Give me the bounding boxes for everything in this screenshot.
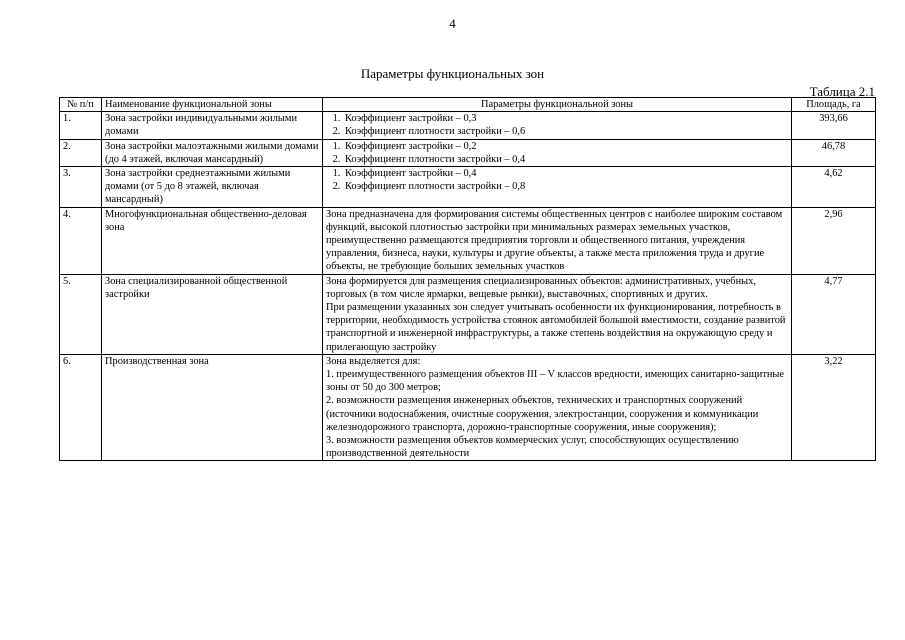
header-area: Площадь, га: [792, 98, 876, 112]
param-item: 1. Коэффициент застройки – 0,2: [343, 140, 788, 153]
param-item: 2. Коэффициент плотности застройки – 0,6: [343, 125, 788, 138]
param-text: 3. возможности размещения объектов коммерческих услуг, способствующих осуществлению производственной деятельности: [326, 435, 739, 460]
table-header-row: [60, 98, 876, 112]
zone-params: [323, 207, 792, 274]
zone-area: 3,22: [792, 354, 876, 461]
zone-name: Многофункциональная общественно-деловая зона: [102, 207, 323, 274]
header-params: Параметры функциональной зоны: [323, 98, 792, 112]
param-text: Зона выделяется для:: [326, 355, 421, 367]
param-item: 1. Коэффициент застройки – 0,3: [343, 112, 788, 125]
row-number: 1.: [60, 112, 102, 139]
param-text: 2. возможности размещения инженерных объектов, технических и транспортных сооружений (источники водоснабжения, очистные сооружения, электростанции, сооружения и коммуникации железнодорожного транспорта, дорожно-транспортные сооружения, иные сооружения);: [326, 395, 759, 433]
zone-params: [323, 139, 792, 166]
table-row: [60, 274, 876, 354]
table-row: [60, 167, 876, 208]
zone-name: Зона специализированной общественной застройки: [102, 274, 323, 354]
param-item: 1. Коэффициент застройки – 0,4: [343, 167, 788, 180]
zones-table: [59, 97, 876, 461]
zone-area: 4,77: [792, 274, 876, 354]
zone-name: Производственная зона: [102, 354, 323, 461]
zone-area: 393,66: [792, 112, 876, 139]
zone-params: [323, 274, 792, 354]
table-row: [60, 139, 876, 166]
zone-area: 46,78: [792, 139, 876, 166]
row-number: 3.: [60, 167, 102, 208]
row-number: 5.: [60, 274, 102, 354]
param-text: При размещении указанных зон следует учитывать особенности их функционирования, потребность в территории, необходимость устройства стоянок автомобилей большой вместимости, создание развитой транспортной и инженерной инфраструктуры, а также степень воздействия на окружающую среду и прилегающую застройку: [326, 302, 786, 353]
row-number: 2.: [60, 139, 102, 166]
table-caption: Таблица 2.1: [809, 84, 875, 99]
zone-name: Зона застройки малоэтажными жилыми домами (до 4 этажей, включая мансардный): [102, 139, 323, 166]
param-item: 2. Коэффициент плотности застройки – 0,4: [343, 153, 788, 166]
param-item: 2. Коэффициент плотности застройки – 0,8: [343, 180, 788, 193]
header-num: № п/п: [60, 98, 102, 112]
zone-params: [323, 354, 792, 461]
table-row: [60, 354, 876, 461]
zone-name: Зона застройки среднеэтажными жилыми домами (от 5 до 8 этажей, включая мансардный): [102, 167, 323, 208]
zone-params: [323, 112, 792, 139]
zone-params: [323, 167, 792, 208]
row-number: 6.: [60, 354, 102, 461]
param-text: 1. преимущественного размещения объектов III – V классов вредности, имеющих санитарно-защитные зоны от 50 до 300 метров;: [326, 369, 785, 394]
table-row: [60, 207, 876, 274]
page-number: 4: [449, 16, 456, 31]
header-name: Наименование функциональной зоны: [102, 98, 323, 112]
param-text: Зона предназначена для формирования системы общественных центров с наиболее широким составом функций, высокой плотностью застройки при минимальных размерах земельных участков, преимущественно размещаются предприятия торговли и общественного питания, учреждения управления, бизнеса, науки, культуры и другие объекты, а также места приложения труда и другие объекты, не требующие больших земельных участков: [326, 208, 783, 273]
param-text: Зона формируется для размещения специализированных объектов: административных, учебных, торговых (в том числе ярмарки, вещевые рынки), выставочных, спортивных и других.: [326, 275, 756, 300]
table-row: [60, 112, 876, 139]
row-number: 4.: [60, 207, 102, 274]
zone-name: Зона застройки индивидуальными жилыми домами: [102, 112, 323, 139]
zone-area: 2,96: [792, 207, 876, 274]
zone-area: 4,62: [792, 167, 876, 208]
page-title: Параметры функциональных зон: [360, 66, 545, 81]
